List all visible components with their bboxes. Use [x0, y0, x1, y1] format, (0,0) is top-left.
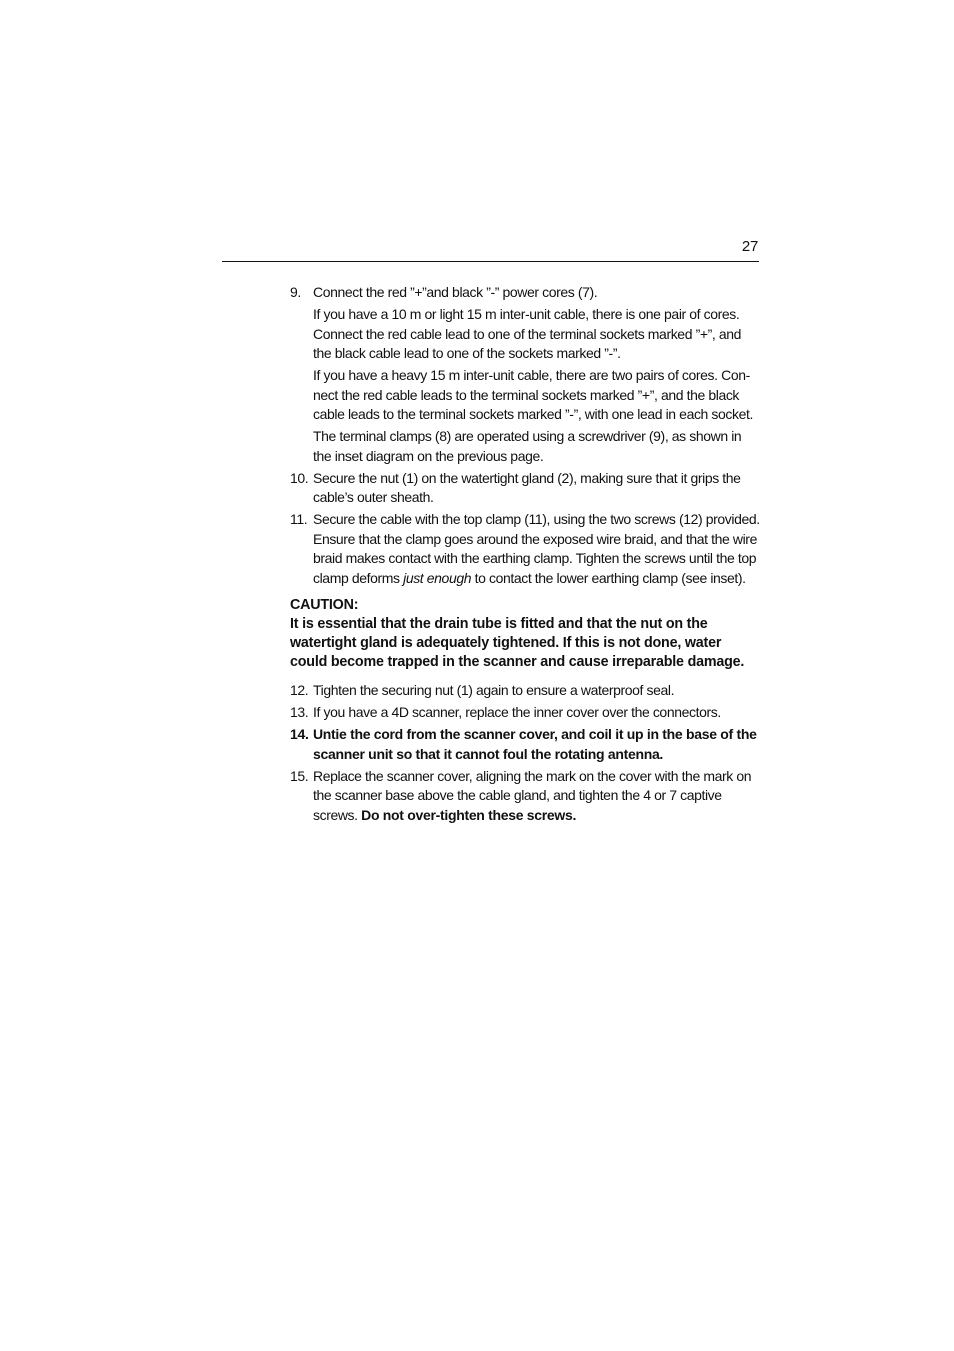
step-text: Tighten the securing nut (1) again to ensure a waterproof seal.: [313, 682, 675, 698]
step-number: 14.: [290, 726, 309, 742]
step-text: Connect the red ”+”and black ”-” power cores (7).: [313, 284, 598, 300]
caution-block: [290, 596, 760, 672]
step-text: [313, 767, 760, 826]
step-13: [290, 703, 760, 723]
step-12: [290, 681, 760, 701]
caution-title: CAUTION:: [290, 597, 359, 613]
step-text: The terminal clamps (8) are operated using a screwdriver (9), as shown in the inset diagram on the previous page.: [313, 428, 742, 464]
step-text: If you have a 4D scanner, replace the inner cover over the connectors.: [313, 704, 721, 720]
step-text-part: to contact the lower earthing clamp (see inset).: [471, 569, 746, 586]
step-number: 10.: [290, 469, 309, 486]
step-number: 15.: [290, 767, 309, 784]
step-9: [290, 283, 760, 466]
step-text-part: Replace the scanner cover, aligning the mark on the cover with the mark on the scanner base above the cable gland, and tighten the 4 or 7 captive screws.: [313, 767, 752, 823]
instruction-content: [290, 283, 760, 828]
step-text: [313, 510, 760, 588]
step-11: [290, 510, 760, 588]
step-text: If you have a 10 m or light 15 m inter-unit cable, there is one pair of cores. Connect the red cable lead to one of the terminal sockets marked ”+”, and the black cable lead to one of the sockets marked ”-”.: [313, 306, 742, 361]
page-number: 27: [741, 238, 758, 255]
step-text: If you have a heavy 15 m inter-unit cable, there are two pairs of cores. Con-nect the red cable leads to the terminal sockets marked ”+”, and the black cable leads to the terminal sockets marked ”-”, with one lead in each socket.: [313, 367, 753, 422]
step-number: 9.: [290, 284, 301, 300]
caution-text: It is essential that the drain tube is fitted and that the nut on the watertight gland is adequately tightened. If this is not done, water could become trapped in the scanner and cause irreparable damage.: [290, 616, 745, 670]
step-text-part: Secure the cable with the top clamp (11), using the two screws (12) provided. Ensure that the clamp goes around the exposed wire braid, and that the wire braid makes contact with the earthing clamp. Tighten the screws until the top clamp deforms: [313, 511, 760, 586]
step-number: 12.: [290, 682, 309, 698]
step-14: [290, 725, 760, 764]
step-number: 11.: [290, 511, 308, 527]
step-number: 13.: [290, 704, 309, 720]
warning-text: Do not over-tighten these screws.: [361, 806, 577, 823]
header-rule: [222, 261, 759, 262]
step-10: [290, 469, 760, 508]
emphasis-text: just enough: [403, 569, 472, 586]
step-text: Untie the cord from the scanner cover, and coil it up in the base of the scanner unit so that it cannot foul the rotating antenna.: [313, 726, 757, 762]
step-15: [290, 767, 760, 826]
step-text: Secure the nut (1) on the watertight gland (2), making sure that it grips the cable’s outer sheath.: [313, 469, 741, 505]
